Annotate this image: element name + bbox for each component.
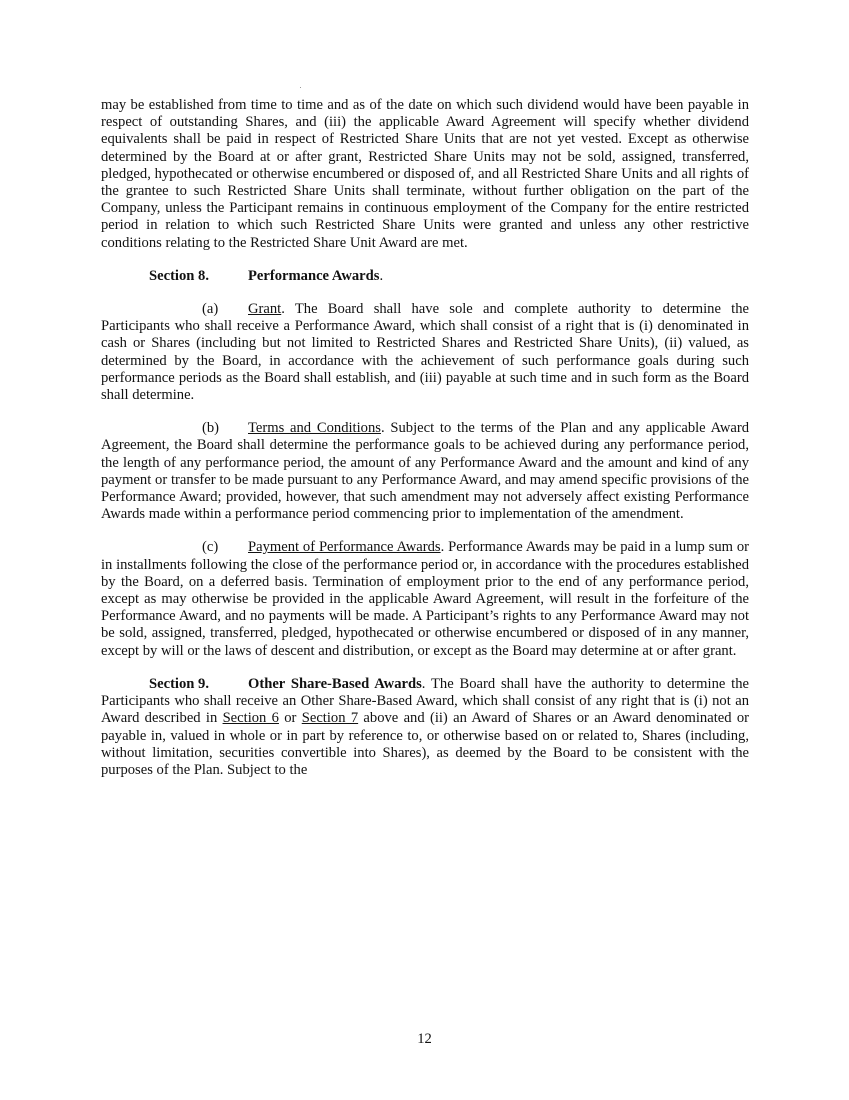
section-8-a: (a) Grant. The Board shall have sole and complete authority to determine the Participants who shall receive a Performance Award, which shall consist of a right that is (i) denominated in cash or Shares (including but not limited to Restricted Shares and Restricted Share Units), (ii) valued, as determined by the Board, in accordance with the achievement of such performance goals during such performance periods as the Board shall establish, and (iii) payable at such time and in such form as the Board shall determine. [101,301,749,404]
section-9-number: Section 9. [149,675,209,692]
heading-payment: Payment of Performance Awards [248,539,441,556]
heading-grant: Grant [248,301,282,318]
text-b: Subject to the terms of the Plan and any applicable Award Agreement, the Board shall determine the performance goals to be achieved during any performance period, the length of any performance period, the amount of any Performance Award and the amount and kind of any payment or transfer to be made pursuant to any Performance Award, and may amend specific provisions of the Performance Award; provided, however, that such amendment may not adversely affect existing Performance Awards made within a performance period commencing prior to implementation of the amendment. [101,420,749,523]
link-section-7[interactable]: Section 7 [301,710,359,727]
section-9: Section 9. Other Share-Based Awards. The Board shall have the authority to determine the Participants who shall receive an Other Share-Based Award, which shall consist of any right that is (i) not an Award described in Section 6 or Section 7 above and (ii) an Award of Shares or an Award denominated or payable in, valued in whole or in part by reference to, or otherwise based on or related to, Shares (including, without limitation, securities convertible into Shares), as deemed by the Board to be consistent with the purposes of the Plan. Subject to the [101,675,749,778]
scan-mark [300,87,301,88]
paragraph-continuation: may be established from time to time and as of the date on which such dividend would have been payable in respect of outstanding Shares, and (iii) the applicable Award Agreement will specify whether dividend equivalents shall be paid in respect of Restricted Share Units that are not yet vested. Except as otherwise determined by the Board at or after grant, Restricted Share Units may not be sold, assigned, transferred, pledged, hypothecated or otherwise encumbered or disposed of, and all Restricted Share Units and all rights of the grantee to such Restricted Share Units shall terminate, without further obligation on the part of the Company, unless the Participant remains in continuous employment of the Company for the entire restricted period in relation to which such Restricted Share Units were granted and unless any other restrictive conditions relating to the Restricted Share Unit Award are met. [101,97,749,251]
section-8-c: (c) Payment of Performance Awards. Performance Awards may be paid in a lump sum or in installments following the close of the performance period or, in accordance with the procedures established by the Board, on a deferred basis. Termination of employment prior to the end of any performance period, except as may otherwise be provided in the applicable Award Agreement, will result in the forfeiture of the Performance Award, and no payments will be made. A Participant’s rights to any Performance Award may not be sold, assigned, transferred, pledged, hypothecated or otherwise encumbered or disposed of in any manner, except by will or the laws of descent and distribution, or except as the Board may determine at or after grant. [101,539,749,659]
label-c: (c) [202,539,219,556]
heading-terms: Terms and Conditions [248,420,381,437]
section-8-number: Section 8. [149,267,209,284]
label-b: (b) [202,420,220,437]
text-c: Performance Awards may be paid in a lump sum or in installments following the close of the performance period or, in accordance with the procedures established by the Board, on a deferred basis. Termination of employment prior to the end of any performance period, except as may otherwise be provided in the applicable Award Agreement, will result in the forfeiture of the Performance Award, and no payments will be made. A Participant’s rights to any Performance Award may not be sold, assigned, transferred, pledged, hypothecated or otherwise encumbered or disposed of in any manner, except by will or the laws of descent and distribution, or except as the Board may determine at or after grant. [101,539,749,659]
link-section-6[interactable]: Section 6 [222,710,279,727]
section-8-b: (b) Terms and Conditions. Subject to the terms of the Plan and any applicable Award Agreement, the Board shall determine the performance goals to be achieved during any performance period, the length of any performance period, the amount of any Performance Award and the amount and kind of any payment or transfer to be made pursuant to any Performance Award, and may amend specific provisions of the Performance Award; provided, however, that such amendment may not adversely affect existing Performance Awards made within a performance period commencing prior to implementation of the amendment. [101,420,749,523]
text-a: The Board shall have sole and complete authority to determine the Participants who shall receive a Performance Award, which shall consist of a right that is (i) denominated in cash or Shares (including but not limited to Restricted Shares and Restricted Share Units), (ii) valued, as determined by the Board, in accordance with the achievement of such performance goals during such performance periods as the Board shall establish, and (iii) payable at such time and in such form as the Board shall determine. [101,301,749,404]
label-a: (a) [202,301,219,318]
section-8-heading: Section 8. Performance Awards. [149,267,384,284]
page-number: 12 [417,1031,432,1047]
document-page [101,97,749,795]
section-9-title: Other Share-Based Awards [248,675,422,692]
section-8-title: Performance Awards [248,267,380,284]
